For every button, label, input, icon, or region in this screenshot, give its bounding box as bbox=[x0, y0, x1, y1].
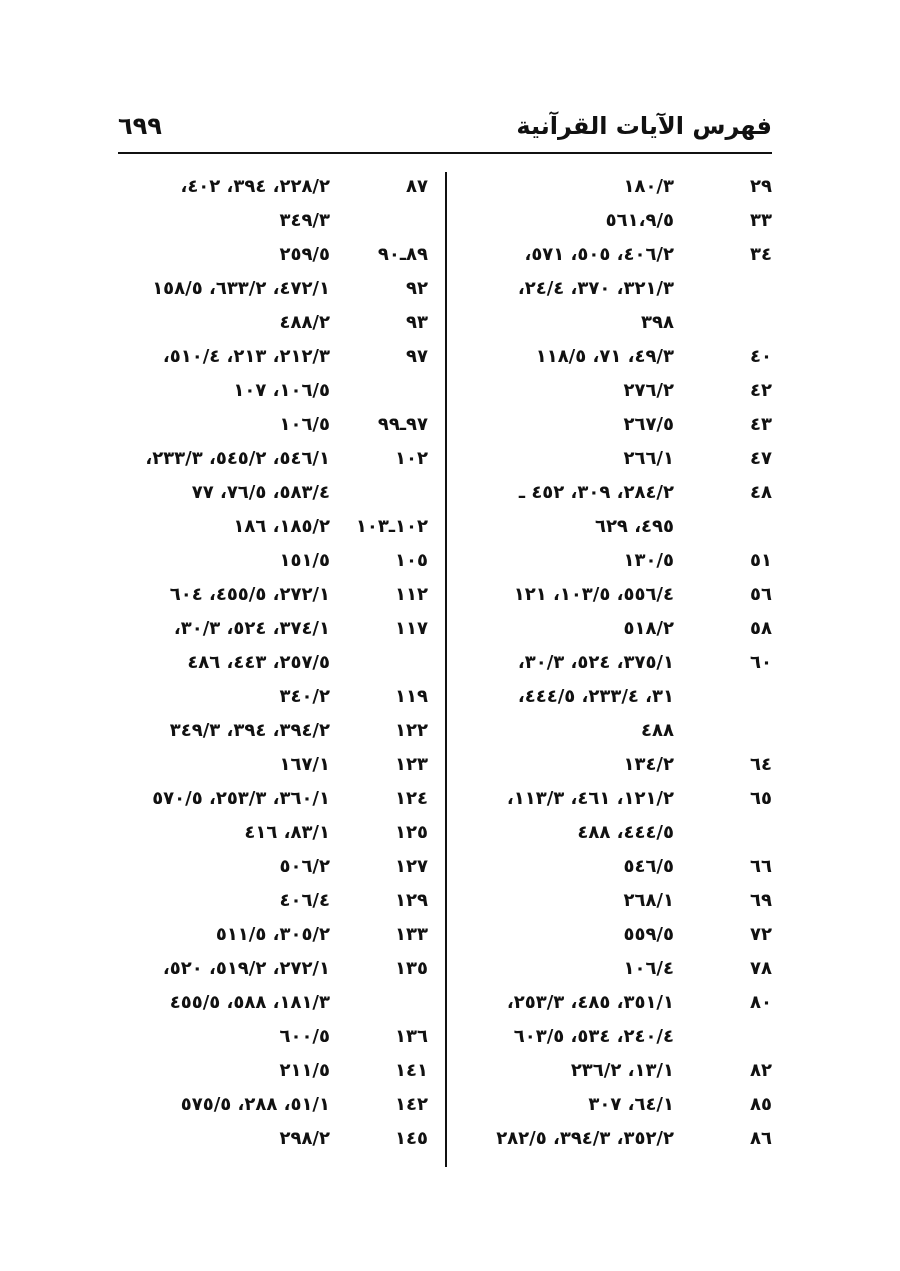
verse-number: ٤٢ bbox=[750, 380, 772, 401]
page-references: ٥٦١،٩/٥ bbox=[605, 210, 674, 231]
verse-number: ١٤٥ bbox=[395, 1128, 428, 1149]
index-row bbox=[118, 1054, 438, 1088]
page-references: ٥٥٩/٥ bbox=[623, 924, 674, 945]
verse-number: ١٢٧ bbox=[395, 856, 428, 877]
page-references: ٢٥٧/٥، ٤٤٣، ٤٨٦ bbox=[187, 652, 330, 673]
page-number: ٦٩٩ bbox=[118, 112, 162, 140]
index-row bbox=[118, 272, 438, 306]
verse-number: ٤٨ bbox=[750, 482, 772, 503]
page-references: ٢٤٠/٤، ٥٣٤، ٦٠٣/٥ bbox=[513, 1026, 674, 1047]
verse-number: ١٢٥ bbox=[395, 822, 428, 843]
page-references: ٥٥٦/٤، ١٠٣/٥، ١٢١ bbox=[513, 584, 674, 605]
index-row bbox=[118, 476, 438, 510]
index-row bbox=[455, 782, 772, 816]
index-row bbox=[118, 204, 438, 238]
page-references: ١٨٥/٢، ١٨٦ bbox=[233, 516, 330, 537]
page-references: ٥٨٣/٤، ٧٦/٥، ٧٧ bbox=[191, 482, 330, 503]
verse-number: ١١٢ bbox=[395, 584, 428, 605]
index-row bbox=[455, 884, 772, 918]
index-row bbox=[455, 306, 772, 340]
page-references: ٥١/١، ٢٨٨، ٥٧٥/٥ bbox=[180, 1094, 330, 1115]
index-row bbox=[455, 510, 772, 544]
page-references: ٣٤٩/٣ bbox=[279, 210, 330, 231]
index-row bbox=[118, 986, 438, 1020]
page-references: ٢٦٨/١ bbox=[623, 890, 674, 911]
verse-number: ٧٨ bbox=[750, 958, 772, 979]
verse-number: ٩٧ bbox=[406, 346, 428, 367]
verse-number: ١٠٥ bbox=[395, 550, 428, 571]
page-references: ٣٦٠/١، ٢٥٣/٣، ٥٧٠/٥ bbox=[152, 788, 330, 809]
page-references: ٤٤٤/٥، ٤٨٨ bbox=[577, 822, 674, 843]
header-rule bbox=[118, 152, 772, 154]
index-row bbox=[118, 748, 438, 782]
page-references: ٣٢١/٣، ٣٧٠، ٢٤/٤، bbox=[517, 278, 674, 299]
verse-number: ١٢٩ bbox=[395, 890, 428, 911]
page-references: ٢١١/٥ bbox=[279, 1060, 330, 1081]
verse-number: ٨٥ bbox=[750, 1094, 772, 1115]
index-row bbox=[455, 442, 772, 476]
verse-number: ٧٢ bbox=[750, 924, 772, 945]
verse-number: ٨٩ـ٩٠ bbox=[377, 244, 428, 265]
page-references: ١٠٦/٥ bbox=[279, 414, 330, 435]
page-references: ١٨٠/٣ bbox=[623, 176, 674, 197]
index-row bbox=[455, 680, 772, 714]
page-references: ١٨١/٣، ٥٨٨، ٤٥٥/٥ bbox=[169, 992, 330, 1013]
index-row bbox=[455, 646, 772, 680]
index-row bbox=[118, 510, 438, 544]
index-row bbox=[455, 1054, 772, 1088]
page-references: ٢٩٨/٢ bbox=[279, 1128, 330, 1149]
index-row bbox=[455, 612, 772, 646]
page-references: ١٢١/٢، ٤٦١، ١١٣/٣، bbox=[506, 788, 674, 809]
verse-number: ٥٦ bbox=[750, 584, 772, 605]
page-references: ٢٧٢/١، ٤٥٥/٥، ٦٠٤ bbox=[169, 584, 330, 605]
index-row bbox=[118, 680, 438, 714]
page-references: ٢٨٤/٢، ٣٠٩، ٤٥٢ ـ bbox=[518, 482, 674, 503]
verse-number: ١١٩ bbox=[395, 686, 428, 707]
verse-number: ١٢٢ bbox=[395, 720, 428, 741]
verse-number: ٦٤ bbox=[750, 754, 772, 775]
page-references: ١٣/١، ٢٣٦/٢ bbox=[570, 1060, 674, 1081]
index-row bbox=[118, 884, 438, 918]
index-row bbox=[118, 612, 438, 646]
page-references: ٢٢٨/٢، ٣٩٤، ٤٠٢، bbox=[180, 176, 330, 197]
page-references: ٣٧٤/١، ٥٢٤، ٣٠/٣، bbox=[173, 618, 330, 639]
page-references: ١٠٦/٥، ١٠٧ bbox=[233, 380, 330, 401]
verse-number: ١١٧ bbox=[395, 618, 428, 639]
index-row bbox=[118, 170, 438, 204]
verse-number: ١٢٣ bbox=[395, 754, 428, 775]
index-row bbox=[455, 850, 772, 884]
index-row bbox=[455, 238, 772, 272]
verse-number: ١٠٢ bbox=[395, 448, 428, 469]
verse-number: ٣٤ bbox=[750, 244, 772, 265]
index-row bbox=[455, 544, 772, 578]
index-row bbox=[118, 442, 438, 476]
page-references: ٢٧٢/١، ٥١٩/٢، ٥٢٠، bbox=[162, 958, 330, 979]
verse-number: ٩٧ـ٩٩ bbox=[377, 414, 428, 435]
index-row bbox=[118, 816, 438, 850]
page-references: ٢٦٦/١ bbox=[623, 448, 674, 469]
index-row bbox=[455, 204, 772, 238]
index-row bbox=[455, 1122, 772, 1156]
index-row bbox=[118, 374, 438, 408]
index-row bbox=[118, 408, 438, 442]
verse-number: ٨٢ bbox=[750, 1060, 772, 1081]
index-row bbox=[455, 1020, 772, 1054]
page-references: ٤٠٦/٤ bbox=[279, 890, 330, 911]
index-row bbox=[118, 952, 438, 986]
verse-number: ٢٩ bbox=[750, 176, 772, 197]
index-row bbox=[455, 170, 772, 204]
index-row bbox=[118, 578, 438, 612]
index-row bbox=[118, 646, 438, 680]
index-row bbox=[455, 1088, 772, 1122]
page-references: ٤٩/٣، ٧١، ١١٨/٥ bbox=[535, 346, 674, 367]
verse-number: ٩٣ bbox=[406, 312, 428, 333]
index-row bbox=[118, 1122, 438, 1156]
verse-number: ٥١ bbox=[750, 550, 772, 571]
index-row bbox=[455, 714, 772, 748]
verse-number: ٦٠ bbox=[750, 652, 772, 673]
right-column bbox=[455, 170, 772, 1156]
page-references: ٣٠٥/٢، ٥١١/٥ bbox=[215, 924, 330, 945]
verse-number: ٥٨ bbox=[750, 618, 772, 639]
page-references: ٤٨٨/٢ bbox=[279, 312, 330, 333]
index-row bbox=[118, 714, 438, 748]
index-row bbox=[118, 340, 438, 374]
page-references: ٦٠٠/٥ bbox=[279, 1026, 330, 1047]
page-references: ٢١٢/٣، ٢١٣، ٥١٠/٤، bbox=[162, 346, 330, 367]
page-references: ٣٥٢/٢، ٣٩٤/٣، ٢٨٢/٥ bbox=[496, 1128, 674, 1149]
index-row bbox=[455, 340, 772, 374]
verse-number: ١٣٣ bbox=[395, 924, 428, 945]
page-references: ٣٩٤/٢، ٣٩٤، ٣٤٩/٣ bbox=[169, 720, 330, 741]
verse-number: ٨٠ bbox=[750, 992, 772, 1013]
page-references: ٥٤٦/١، ٥٤٥/٢، ٢٣٣/٣، bbox=[145, 448, 330, 469]
index-row bbox=[455, 408, 772, 442]
page-references: ٤٧٢/١، ٦٣٣/٢، ١٥٨/٥ bbox=[152, 278, 330, 299]
verse-number: ٣٣ bbox=[750, 210, 772, 231]
page-references: ٢٦٧/٥ bbox=[623, 414, 674, 435]
verse-number: ٦٩ bbox=[750, 890, 772, 911]
verse-number: ١٣٥ bbox=[395, 958, 428, 979]
page-references: ٥٤٦/٥ bbox=[623, 856, 674, 877]
index-row bbox=[455, 748, 772, 782]
index-row bbox=[118, 306, 438, 340]
page-references: ٥٠٦/٢ bbox=[279, 856, 330, 877]
page-references: ٣٩٨ bbox=[641, 312, 674, 333]
verse-number: ١٢٤ bbox=[395, 788, 428, 809]
index-row bbox=[455, 374, 772, 408]
verse-number: ٤٧ bbox=[750, 448, 772, 469]
index-row bbox=[118, 544, 438, 578]
verse-number: ١٤١ bbox=[395, 1060, 428, 1081]
index-row bbox=[455, 578, 772, 612]
column-divider bbox=[445, 172, 447, 1167]
index-row bbox=[455, 918, 772, 952]
page-references: ٢٧٦/٢ bbox=[623, 380, 674, 401]
index-row bbox=[118, 782, 438, 816]
page-references: ٣٤٠/٢ bbox=[279, 686, 330, 707]
verse-number: ٤٠ bbox=[750, 346, 772, 367]
verse-number: ٨٧ bbox=[406, 176, 428, 197]
verse-number: ٨٦ bbox=[750, 1128, 772, 1149]
page-references: ٦٤/١، ٣٠٧ bbox=[588, 1094, 674, 1115]
page-references: ١٦٧/١ bbox=[279, 754, 330, 775]
verse-number: ٦٥ bbox=[750, 788, 772, 809]
index-row bbox=[455, 816, 772, 850]
page-references: ٣٧٥/١، ٥٢٤، ٣٠/٣، bbox=[517, 652, 674, 673]
verse-number: ٦٦ bbox=[750, 856, 772, 877]
verse-number: ٤٣ bbox=[750, 414, 772, 435]
index-row bbox=[118, 918, 438, 952]
verse-number: ٩٢ bbox=[406, 278, 428, 299]
page-references: ٣١، ٢٣٣/٤، ٤٤٤/٥، bbox=[517, 686, 674, 707]
index-row bbox=[118, 1020, 438, 1054]
page-references: ٤٩٥، ٦٢٩ bbox=[594, 516, 674, 537]
page-references: ٣٥١/١، ٤٨٥، ٢٥٣/٣، bbox=[506, 992, 674, 1013]
page-references: ٢٥٩/٥ bbox=[279, 244, 330, 265]
page-references: ٤٨٨ bbox=[641, 720, 674, 741]
index-row bbox=[118, 238, 438, 272]
verse-number: ١٣٦ bbox=[395, 1026, 428, 1047]
page-references: ٥١٨/٢ bbox=[623, 618, 674, 639]
page-references: ٤٠٦/٢، ٥٠٥، ٥٧١، bbox=[524, 244, 674, 265]
page-references: ١٠٦/٤ bbox=[623, 958, 674, 979]
verse-number: ١٠٢ـ١٠٣ bbox=[355, 516, 428, 537]
page-references: ١٥١/٥ bbox=[279, 550, 330, 571]
left-column bbox=[118, 170, 438, 1156]
index-row bbox=[118, 1088, 438, 1122]
page-references: ١٣٤/٢ bbox=[623, 754, 674, 775]
index-row bbox=[118, 850, 438, 884]
page-header bbox=[118, 112, 772, 152]
verse-number: ١٤٢ bbox=[395, 1094, 428, 1115]
page-references: ٨٣/١، ٤١٦ bbox=[244, 822, 330, 843]
page-title: فهرس الآيات القرآنية bbox=[516, 112, 772, 140]
index-row bbox=[455, 272, 772, 306]
index-row bbox=[455, 476, 772, 510]
index-row bbox=[455, 952, 772, 986]
index-row bbox=[455, 986, 772, 1020]
page-references: ١٣٠/٥ bbox=[623, 550, 674, 571]
